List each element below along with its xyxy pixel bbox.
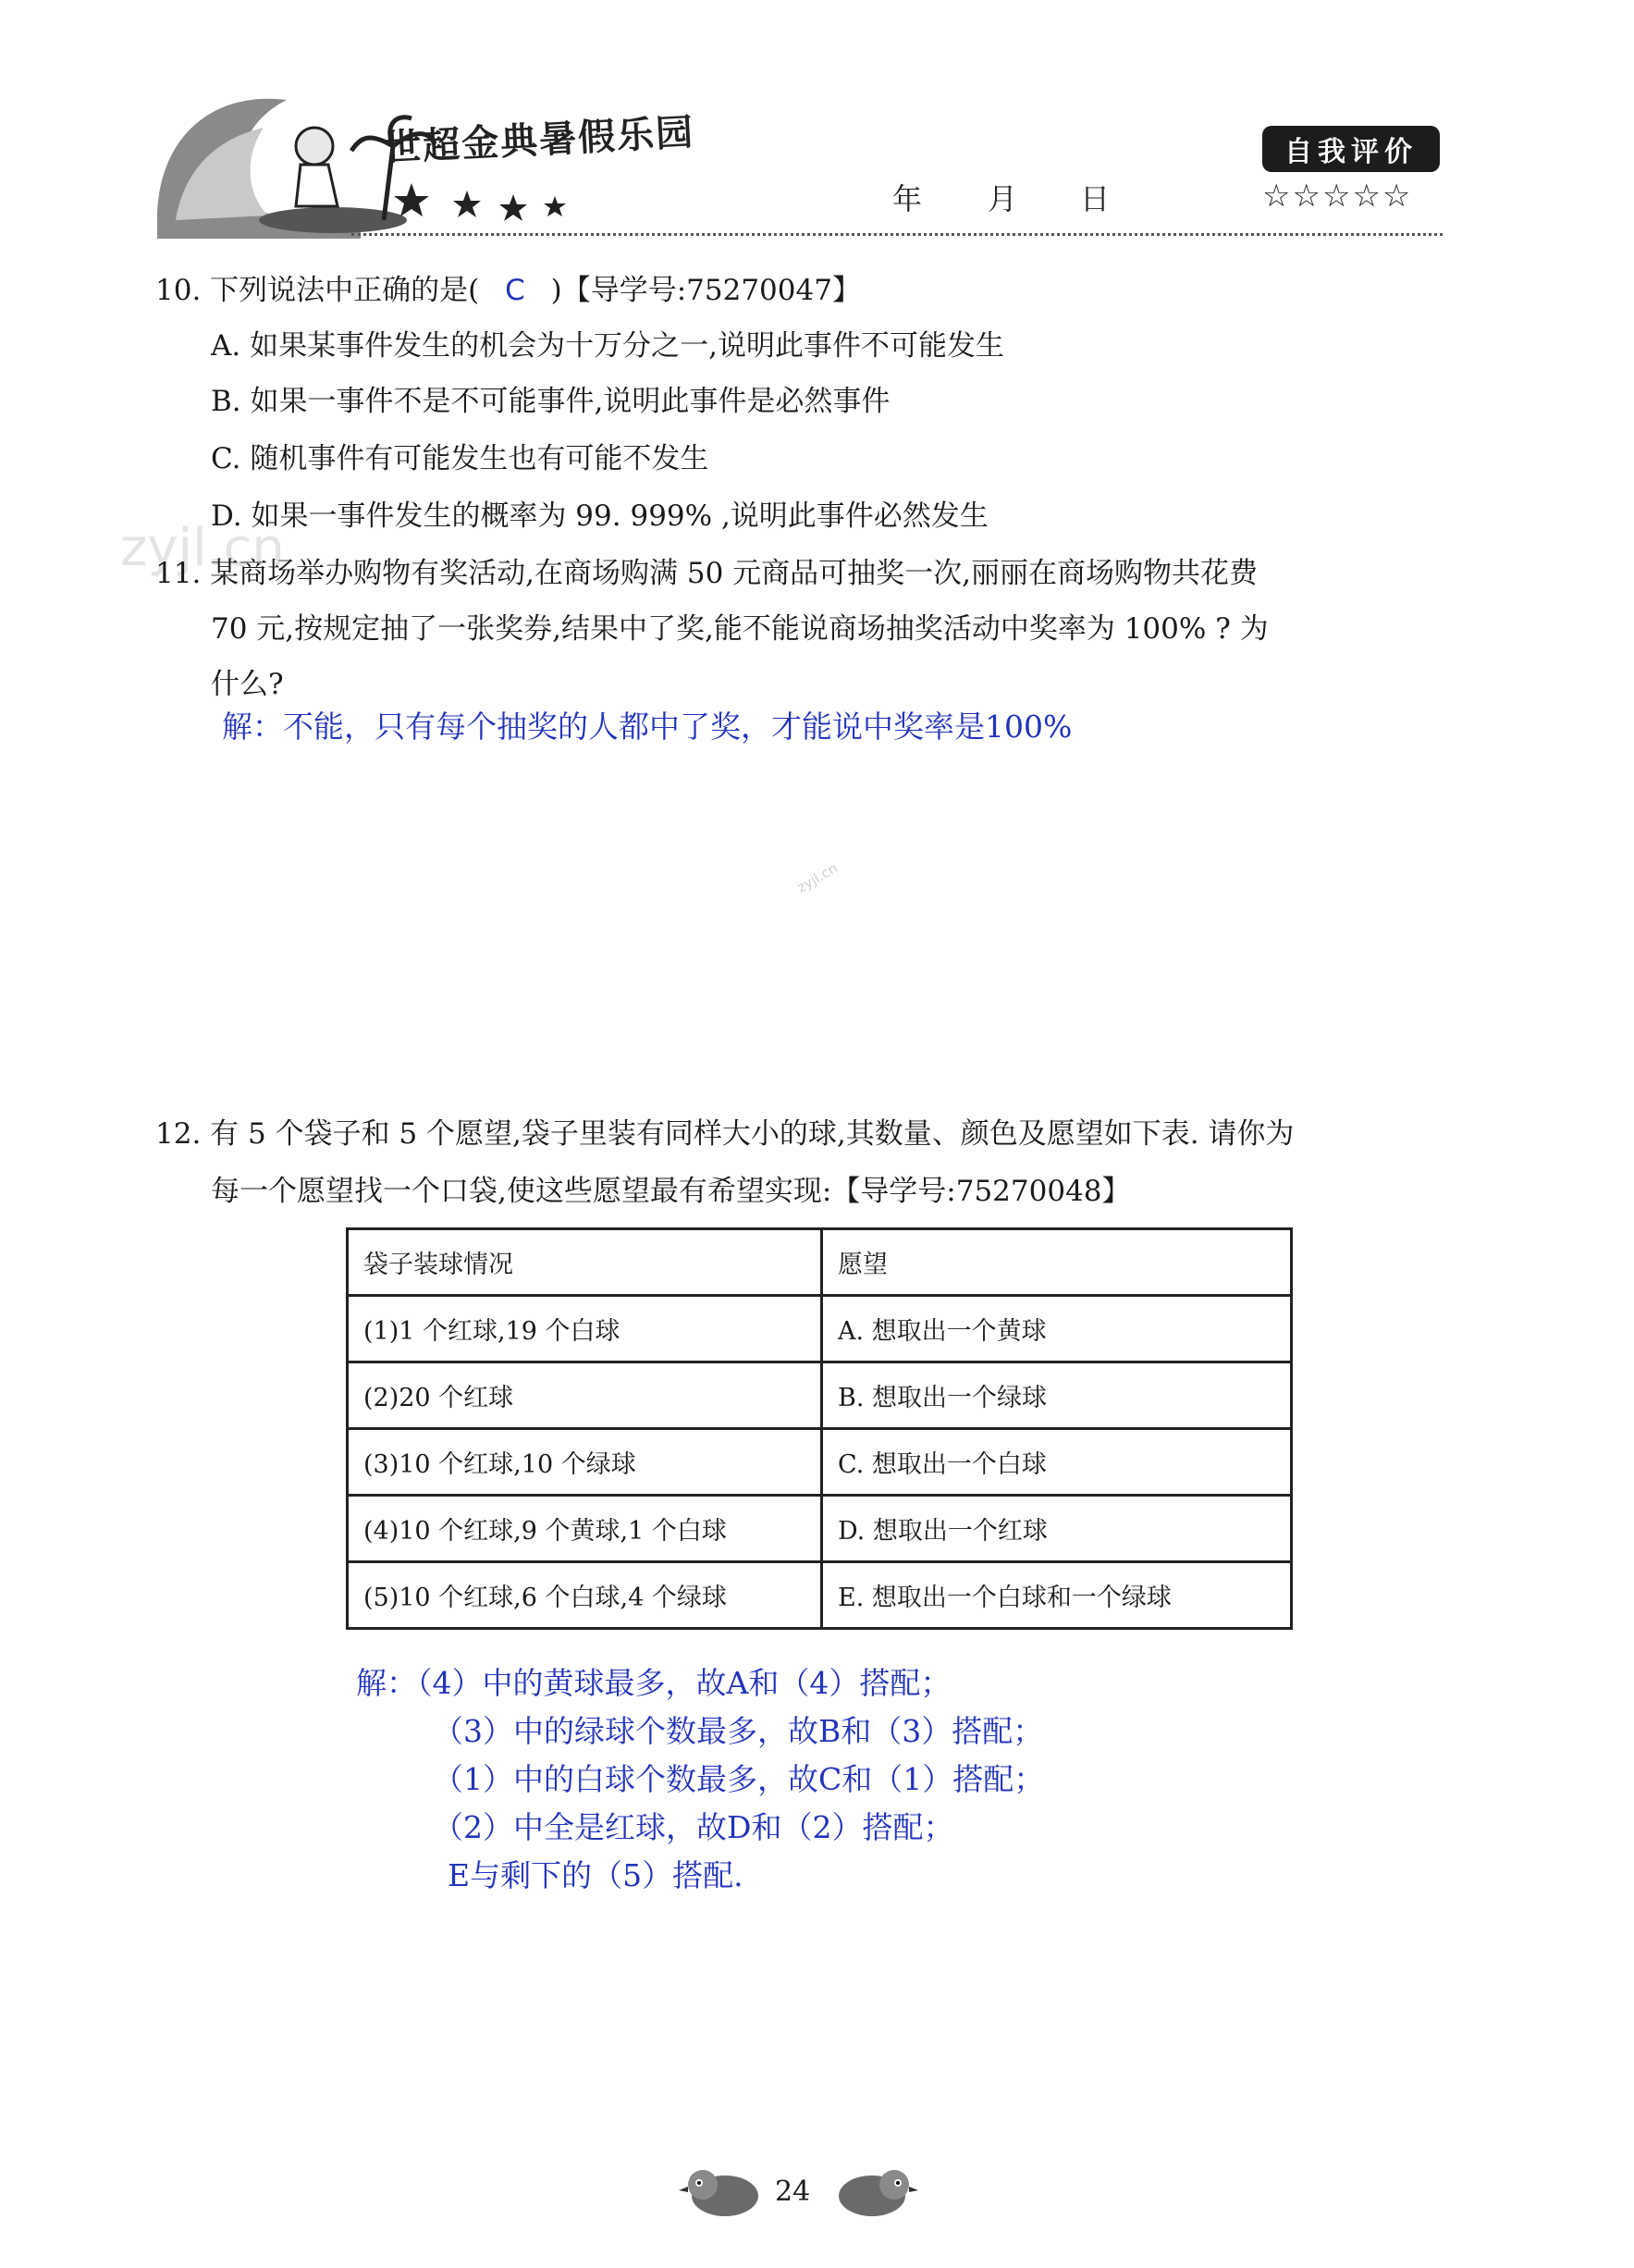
q10-stem-start: 10. 下列说法中正确的是(: [155, 274, 480, 307]
bags-wishes-table: [346, 1227, 1293, 1630]
watermark-small: zyjl.cn: [793, 859, 841, 896]
table-header-bags: 袋子装球情况: [348, 1229, 822, 1296]
bird-left-icon: [677, 2157, 765, 2222]
question-10-stem: [155, 270, 861, 311]
rating-stars: ☆☆☆☆☆: [1262, 178, 1413, 215]
q11-line-2: 70 元,按规定抽了一张奖券,结果中了奖,能不能说商场抽奖活动中奖率为 100% ? 为: [211, 612, 1269, 646]
date-year-label: 年: [892, 181, 923, 216]
table-cell-wish: D. 想取出一个红球: [822, 1496, 1292, 1562]
q10-option-c: C. 随机事件有可能发生也有可能不发生: [211, 442, 709, 475]
q12-solution-line-5: E与剩下的（5）搭配.: [448, 1857, 743, 1893]
watermark: zyjl.cn: [120, 518, 285, 578]
table-cell-wish: B. 想取出一个绿球: [822, 1362, 1292, 1429]
table-header-row: [348, 1229, 1292, 1296]
table-row: [348, 1429, 1292, 1496]
bird-right-icon: [832, 2157, 920, 2222]
q10-stem-end: )【导学号:75270047】: [550, 274, 861, 307]
date-day-label: 日: [1080, 181, 1111, 216]
table-cell-bag: (4)10 个红球,9 个黄球,1 个白球: [348, 1496, 822, 1562]
table-row: [348, 1296, 1292, 1362]
self-evaluation-badge: 自我评价: [1262, 126, 1440, 172]
table-cell-bag: (2)20 个红球: [348, 1362, 822, 1429]
q12-solution-line-1: 解：（4）中的黄球最多，故A和（4）搭配；: [356, 1665, 952, 1701]
q12-line-2: 每一个愿望找一个口袋,使这些愿望最有希望实现:【导学号:75270048】: [211, 1175, 1131, 1208]
q10-answer: C: [505, 274, 525, 307]
table-cell-bag: (3)10 个红球,10 个绿球: [348, 1429, 822, 1496]
q10-option-d: D. 如果一事件发生的概率为 99. 999% ,说明此事件必然发生: [211, 499, 989, 533]
q10-option-b: B. 如果一事件不是不可能事件,说明此事件是必然事件: [211, 385, 891, 418]
table-cell-wish: A. 想取出一个黄球: [822, 1296, 1292, 1362]
q11-solution: 解：不能，只有每个抽奖的人都中了奖，才能说中奖率是100%: [222, 709, 1073, 745]
table-row: [348, 1496, 1292, 1562]
table-cell-bag: (1)1 个红球,19 个白球: [348, 1296, 822, 1362]
q11-line-1: 11. 某商场举办购物有奖活动,在商场购满 50 元商品可抽奖一次,丽丽在商场购物共花费: [155, 557, 1259, 590]
q12-line-1: 12. 有 5 个袋子和 5 个愿望,袋子里装有同样大小的球,其数量、颜色及愿望如下表. 请你为: [155, 1117, 1295, 1151]
q12-solution-line-2: （3）中的绿球个数最多，故B和（3）搭配；: [433, 1713, 1044, 1749]
page-number: 24: [775, 2176, 811, 2208]
q11-line-3: 什么?: [211, 668, 284, 701]
table-cell-wish: C. 想取出一个白球: [822, 1429, 1292, 1496]
table-cell-wish: E. 想取出一个白球和一个绿球: [822, 1562, 1292, 1629]
q10-option-a: A. 如果某事件发生的机会为十万分之一,说明此事件不可能发生: [211, 329, 1004, 363]
date-month-label: 月: [988, 181, 1018, 216]
q12-solution-line-4: （2）中全是红球，故D和（2）搭配；: [433, 1809, 954, 1845]
table-row: [348, 1362, 1292, 1429]
q12-solution-line-3: （1）中的白球个数最多，故C和（1）搭配；: [433, 1761, 1045, 1797]
brand-title: 世超金典暑假乐园: [383, 111, 696, 170]
table-cell-bag: (5)10 个红球,6 个白球,4 个绿球: [348, 1562, 822, 1629]
table-row: [348, 1562, 1292, 1629]
table-header-wishes: 愿望: [822, 1229, 1292, 1296]
header-divider: [351, 233, 1443, 236]
